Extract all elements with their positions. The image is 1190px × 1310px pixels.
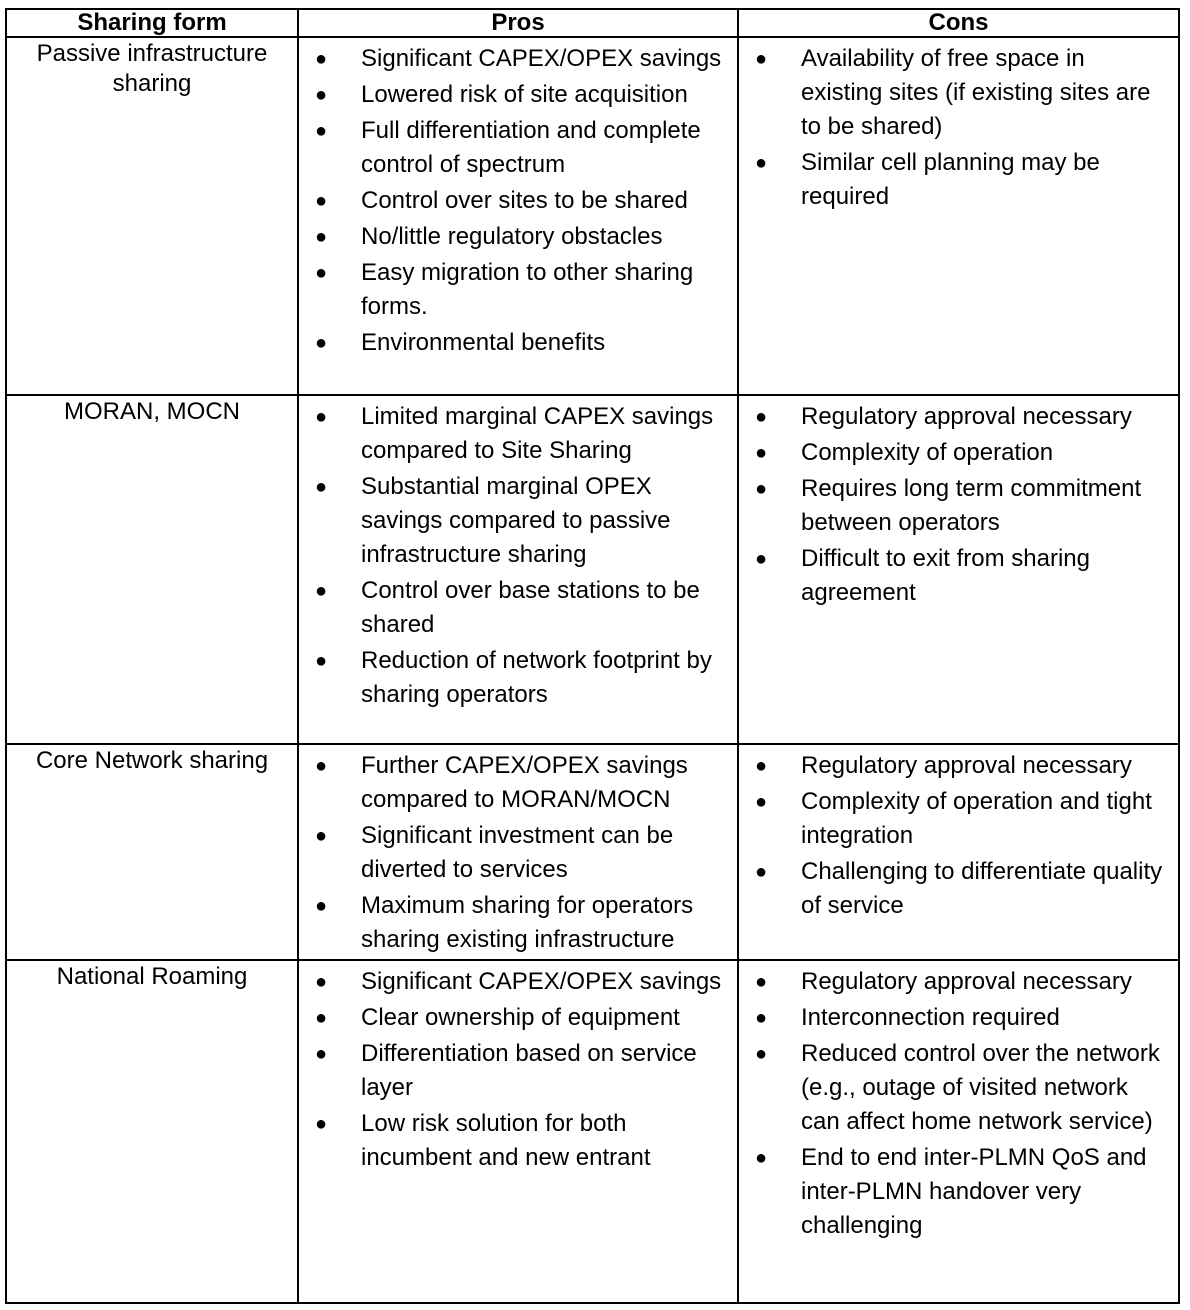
list-item: ● Complexity of operation (749, 436, 1168, 470)
bullet-icon: ● (315, 190, 328, 212)
cons-list (739, 961, 1178, 1243)
bullet-icon: ● (315, 476, 328, 498)
list-item: ● Significant CAPEX/OPEX savings (309, 965, 727, 999)
cons-list (739, 396, 1178, 610)
list-item: ● Reduced control over the network (e.g., outage of visited network can affect home network service) (749, 1037, 1168, 1139)
pros-list (299, 38, 737, 360)
bullet-icon: ● (315, 120, 328, 142)
pros-cell (298, 37, 738, 395)
bullet-icon: ● (755, 1007, 768, 1029)
list-item: ● Full differentiation and complete control of spectrum (309, 114, 727, 182)
header-sharing-form: Sharing form (6, 9, 298, 37)
bullet-icon: ● (755, 755, 768, 777)
header-row (6, 9, 1179, 37)
bullet-icon: ● (315, 262, 328, 284)
list-item: ● Complexity of operation and tight integration (749, 785, 1168, 853)
bullet-icon: ● (755, 1147, 768, 1169)
list-item: ● No/little regulatory obstacles (309, 220, 727, 254)
table-row (6, 37, 1179, 395)
bullet-icon: ● (315, 48, 328, 70)
bullet-icon: ● (315, 226, 328, 248)
list-item: ● Interconnection required (749, 1001, 1168, 1035)
sharing-form-cell: National Roaming (6, 960, 298, 1303)
list-item: ● Environmental benefits (309, 326, 727, 360)
cons-cell (738, 395, 1179, 744)
pros-cell (298, 960, 738, 1303)
bullet-icon: ● (315, 406, 328, 428)
list-item: ● Further CAPEX/OPEX savings compared to MORAN/MOCN (309, 749, 727, 817)
bullet-icon: ● (315, 755, 328, 777)
list-item: ● Lowered risk of site acquisition (309, 78, 727, 112)
list-item: ● End to end inter-PLMN QoS and inter-PLMN handover very challenging (749, 1141, 1168, 1243)
bullet-icon: ● (315, 332, 328, 354)
list-item: ● Reduction of network footprint by sharing operators (309, 644, 727, 712)
sharing-form-cell: Core Network sharing (6, 744, 298, 960)
bullet-icon: ● (315, 84, 328, 106)
list-item: ● Regulatory approval necessary (749, 749, 1168, 783)
sharing-form-cell: MORAN, MOCN (6, 395, 298, 744)
bullet-icon: ● (315, 580, 328, 602)
cons-cell (738, 744, 1179, 960)
bullet-icon: ● (315, 895, 328, 917)
bullet-icon: ● (755, 1043, 768, 1065)
list-item: ● Differentiation based on service layer (309, 1037, 727, 1105)
list-item: ● Requires long term commitment between operators (749, 472, 1168, 540)
sharing-form-cell: Passive infrastructure sharing (6, 37, 298, 395)
cons-cell (738, 960, 1179, 1303)
list-item: ● Limited marginal CAPEX savings compared to Site Sharing (309, 400, 727, 468)
list-item: ● Control over base stations to be shared (309, 574, 727, 642)
bullet-icon: ● (755, 861, 768, 883)
bullet-icon: ● (755, 548, 768, 570)
header-cons: Cons (738, 9, 1179, 37)
bullet-icon: ● (315, 1007, 328, 1029)
list-item: ● Significant investment can be diverted to services (309, 819, 727, 887)
cons-list (739, 38, 1178, 214)
list-item: ● Easy migration to other sharing forms. (309, 256, 727, 324)
pros-list (299, 745, 737, 957)
list-item: ● Difficult to exit from sharing agreement (749, 542, 1168, 610)
table-row (6, 744, 1179, 960)
bullet-icon: ● (755, 152, 768, 174)
list-item: ● Maximum sharing for operators sharing existing infrastructure (309, 889, 727, 957)
cons-list (739, 745, 1178, 923)
header-pros: Pros (298, 9, 738, 37)
list-item: ● Similar cell planning may be required (749, 146, 1168, 214)
list-item: ● Substantial marginal OPEX savings compared to passive infrastructure sharing (309, 470, 727, 572)
list-item: ● Challenging to differentiate quality of service (749, 855, 1168, 923)
list-item: ● Low risk solution for both incumbent and new entrant (309, 1107, 727, 1175)
bullet-icon: ● (755, 478, 768, 500)
cons-cell (738, 37, 1179, 395)
pros-list (299, 961, 737, 1175)
list-item: ● Clear ownership of equipment (309, 1001, 727, 1035)
bullet-icon: ● (315, 1113, 328, 1135)
sharing-comparison-table (5, 8, 1180, 1304)
bullet-icon: ● (755, 971, 768, 993)
bullet-icon: ● (315, 1043, 328, 1065)
table-row (6, 395, 1179, 744)
bullet-icon: ● (315, 825, 328, 847)
bullet-icon: ● (755, 791, 768, 813)
list-item: ● Regulatory approval necessary (749, 400, 1168, 434)
bullet-icon: ● (755, 406, 768, 428)
bullet-icon: ● (755, 442, 768, 464)
pros-cell (298, 744, 738, 960)
list-item: ● Control over sites to be shared (309, 184, 727, 218)
bullet-icon: ● (315, 650, 328, 672)
bullet-icon: ● (315, 971, 328, 993)
table-row (6, 960, 1179, 1303)
list-item: ● Regulatory approval necessary (749, 965, 1168, 999)
list-item: ● Availability of free space in existing sites (if existing sites are to be shared) (749, 42, 1168, 144)
pros-cell (298, 395, 738, 744)
pros-list (299, 396, 737, 712)
list-item: ● Significant CAPEX/OPEX savings (309, 42, 727, 76)
bullet-icon: ● (755, 48, 768, 70)
